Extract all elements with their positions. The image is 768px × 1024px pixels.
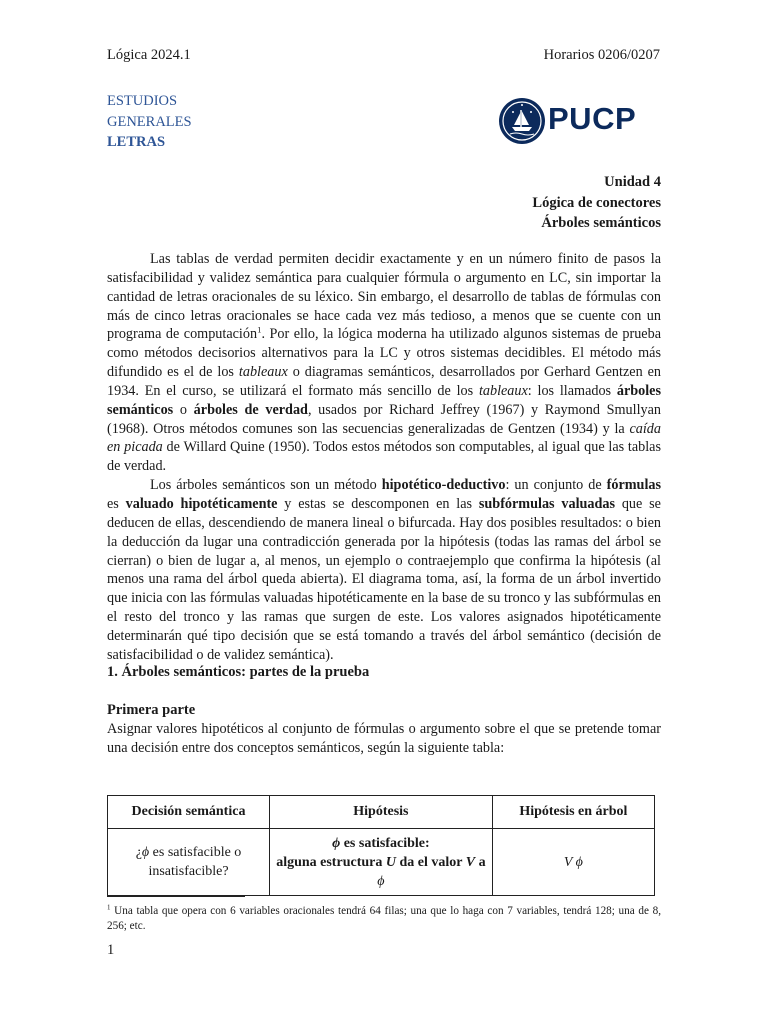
footnote-ref: 1 [257,324,262,335]
generales-line: GENERALES [107,113,192,130]
pucp-seal-icon [498,96,548,146]
table-header: Decisión semántica [108,796,270,829]
unit-title-block [532,172,661,234]
assign-paragraph: Asignar valores hipotéticos al conjunto de fórmulas o argumento sobre el que se pretende tomar una decisión entre dos conceptos semánticos, según la siguiente tabla: [107,721,661,756]
decision-table [107,795,655,896]
estudios-line: ESTUDIOS [107,93,178,109]
pucp-logo-text: PUCP [548,101,637,136]
table-header: Hipótesis en árbol [492,796,654,829]
course-header: Lógica 2024.1 [107,47,191,63]
unit-topic: Lógica de conectores [532,194,661,211]
subsection-heading: Primera parte [107,702,196,718]
table-cell-hypothesis: ϕ es satisfacible: alguna estructura U da el valor V a ϕ [269,829,492,896]
intro-text [107,250,661,665]
paragraph-1: Las tablas de verdad permiten decidir exactamente y en un número finito de pasos la satisfacibilidad y validez semántica para cualquier fórmula o argumento en LC, sin importar la cantidad de letras oracionales de su léxico. Sin embargo, el desarrollo de tablas de fórmulas con más de cinco letras oracionales se hace cada vez más tedioso, a menos que se cuente con un programa de computación$^1$. Por ello, la lógica moderna ha utilizado algunos sistemas de prueba como métodos decisorios alternativos para la LC y otros sistemas decidibles. El método más difundido es el de los tableaux o diagramas semánticos, desarrollados por Gerhard Gentzen en 1934. En el curso, se utilizará el formato más sencillo de los tableaux: los llamados árboles semánticos o árboles de verdad, usados por Richard Jeffrey (1967) y Raymond Smullyan (1968). Otros métodos comunes son las secuencias generalizadas de Gentzen (1934) y la caída en picada de Willard Quine (1950). Todos estos métodos son computables, al igual que las tablas de verdad. [107,251,662,475]
section-heading: 1. Árboles semánticos: partes de la prueba [107,664,370,680]
paragraph-2: Los árboles semánticos son un método hipotético-deductivo: un conjunto de fórmulas es valuado hipotéticamente y estas se descomponen en las subfórmulas valuadas que se deducen de ellas, descendiendo de manera lineal o bifurcada. Hay dos posibles resultados: o bien la deducción da lugar una contradicción generada por la hipótesis (todas las ramas del árbol se cierran) o bien de lugar a, al menos, un ejemplo o contraejemplo que confirma la hipótesis (al menos una rama del árbol queda abierta). El diagrama toma, así, la forma de un árbol invertido que inicia con las fórmulas valuadas hipotéticamente en la base de su tronco y las subfórmulas en el resto del tronco y las ramas que surgen de este. Los valores asignados hipotéticamente determinarán qué tipo decisión que se está tomando a través del árbol semántico (decisión de satisfacibilidad o de validez semántica). [107,477,662,663]
unit-number: Unidad 4 [604,174,661,190]
table-row [108,829,655,896]
footnote-divider [107,896,245,897]
table-cell-decision: ¿ϕ es satisfacible o insatisfacible? [108,829,270,896]
letras-line: LETRAS [107,134,166,150]
unit-subtopic: Árboles semánticos [541,215,661,231]
table-cell-tree-hypothesis: V ϕ [492,829,654,896]
page-number: 1 [107,942,115,958]
estudios-generales-label [107,91,192,153]
table-header-row [108,796,655,829]
schedule-header: Horarios 0206/0207 [543,47,660,63]
table-header: Hipótesis [269,796,492,829]
footnote: $^1$ Una tabla que opera con 6 variables oracionales tendrá 64 filas; una que lo haga con 7 variables, tendrá 128; una de 8, 256; etc. [107,903,661,932]
